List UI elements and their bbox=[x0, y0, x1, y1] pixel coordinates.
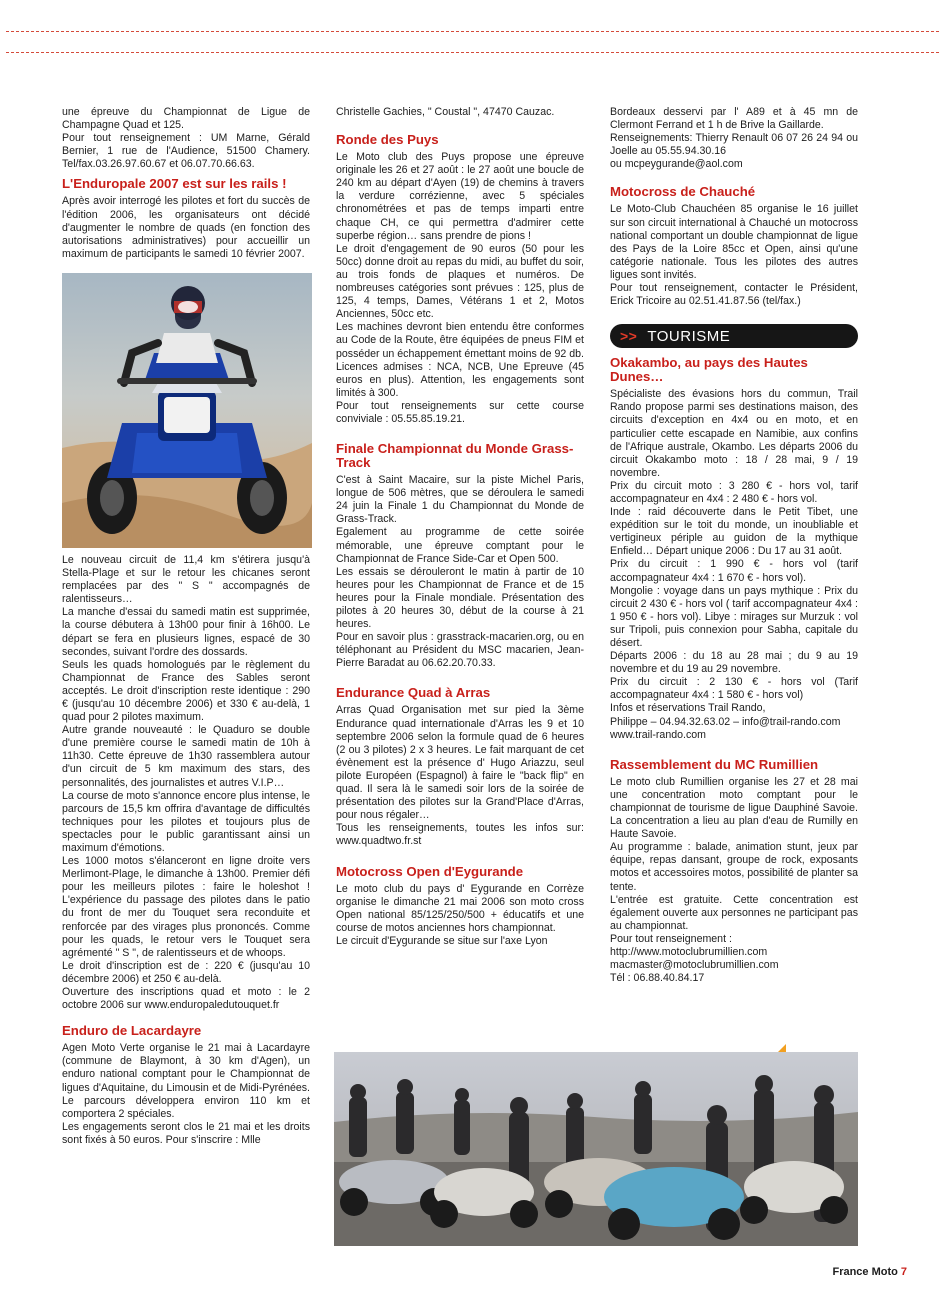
paragraph: Le Moto-Club Chauchéen 85 organise le 16 juillet sur son circuit international à Chauché un motocross national comportant un double championnat de ligue des Pays de la Loire 85cc et Open, ainsi qu'une catégorie nationale. Tous les pilotes des autres ligues sont invités. bbox=[610, 203, 858, 281]
paragraph: Autre grande nouveauté : le Quaduro se double d'une première course le samedi matin de 10h à 11h30. Cette épreuve de 1h30 rassemblera autour d'un circuit de 5 km maximum des stars, des personnalités, des journalistes et autres V.I.P… bbox=[62, 724, 310, 789]
heading-eygurande: Motocross Open d'Eygurande bbox=[336, 863, 524, 879]
paragraph: La manche d'essai du samedi matin est supprimée, la course débutera à 13h00 pour finir à 16h00. Le départ se fera en plusieurs lignes, espacé de 30 secondes, suivant l'ordre des dossards. bbox=[62, 606, 310, 658]
paragraph: une épreuve du Championnat de Ligue de Champagne Quad et 125. bbox=[62, 106, 310, 132]
paragraph: Bordeaux desservi par l' A89 et à 45 mn de Clermont Ferrand et 1 h de Brive la Gaillarde. bbox=[610, 106, 858, 132]
quad-illustration bbox=[62, 273, 312, 548]
paragraph: Les machines devront bien entendu être conformes au Code de la Route, être équipées de pneus FIM et posséder un échappement émettant moins de 92 db. bbox=[336, 321, 584, 360]
gathering-illustration bbox=[334, 1052, 858, 1246]
heading-enduropale: L'Enduropale 2007 est sur les rails ! bbox=[62, 176, 287, 192]
paragraph: Le moto club Rumillien organise les 27 et 28 mai une concentration moto comptant pour le championnat de tourisme de ligue Dauphiné Savoie. La concentration a lieu au plan d'eau de Rumilly en Haute Savoie. bbox=[610, 775, 858, 841]
paragraph: www.trail-rando.com bbox=[610, 728, 706, 741]
paragraph: http://www.motoclubrumillien.com bbox=[610, 945, 768, 958]
paragraph: Pour en savoir plus : grasstrack-macarien.org, ou en téléphonant au Président du MSC macarien, Jean-Pierre Baradat au 06.62.20.70.33. bbox=[336, 631, 584, 670]
paragraph: Le moto club du pays d' Eygurande en Corrèze organise le dimanche 21 mai 2006 son moto cross Open national 85/125/250/500 + éducatifs et une course de motos anciennes hors championnat. bbox=[336, 882, 584, 934]
paragraph: Départs 2006 : du 18 au 28 mai ; du 9 au 19 novembre et du 19 au 29 novembre. bbox=[610, 650, 858, 676]
paragraph: Tous les renseignements, toutes les infos sur: www.quadtwo.fr.st bbox=[336, 822, 584, 848]
column-1 bbox=[62, 106, 310, 1147]
paragraph: Les engagements seront clos le 21 mai et les droits sont fixés à 50 euros. Pour s'inscrire : Mlle bbox=[62, 1120, 310, 1146]
paragraph: Spécialiste des évasions hors du commun, Trail Rando propose parmi ses destinations maison, des circuits d'exception en 4x4 ou en moto, et en particulier cette escapade en Namibie, aux confins de l'Afrique australe, Okambo. Les départs 2006 du circuit Okakambo moto : 18 / 28 mai, 9 / 19 novembre. bbox=[610, 388, 858, 479]
magazine-name: France Moto bbox=[832, 1266, 898, 1278]
col1-body bbox=[62, 554, 310, 1012]
paragraph: Seuls les quads homologués par le règlement du Championnat de France des Sables seront acceptés. Le droit d'inscription reste identique : 290 € (jusqu'au 10 décembre 2006) et 330 € au-delà, 1 quad pour 2 pilotes maximum. bbox=[62, 658, 310, 724]
badge-label: TOURISME bbox=[647, 327, 731, 345]
paragraph: L'entrée est gratuite. Cette concentration est également ouverte aux personnes ne participant pas au championnat. bbox=[610, 893, 858, 932]
column-2 bbox=[336, 106, 584, 948]
paragraph: Agen Moto Verte organise le 21 mai à Lacardayre (commune de Blaymont, à 30 km d'Agen), un enduro national comptant pour le Championnat de ligues d'Aquitaine, du Limousin et de Midi-Pyrénées. Le parcours développera environ 110 km et comportera 2 spéciales. bbox=[62, 1042, 310, 1120]
paragraph: Egalement au programme de cette soirée mémorable, une épreuve comptant pour le Championnat de France Side-Car et Open 500. bbox=[336, 526, 584, 565]
motorcycle-gathering-photo bbox=[334, 1052, 858, 1246]
paragraph: Inde : raid découverte dans le Petit Tibet, une expédition sur le toit du monde, un inoubliable et vertigineux périple au guidon de la mythique Enfield… Départ unique 2006 : Du 17 au 31 août. bbox=[610, 506, 858, 558]
col1-intro bbox=[62, 106, 310, 171]
paragraph: Renseignements: Thierry Renault 06 07 26 24 94 ou Joelle au 05.55.94.30.16 bbox=[610, 132, 858, 158]
paragraph: Le nouveau circuit de 11,4 km s'étirera jusqu'à Stella-Plage et sur le retour les chicanes seront remplacées par des " S " accompagnés de ralentisseurs… bbox=[62, 553, 310, 606]
heading-lacardayre: Enduro de Lacardayre bbox=[62, 1023, 202, 1039]
paragraph: Pour tout renseignements sur cette course conviviale : 05.55.85.19.21. bbox=[336, 399, 584, 425]
paragraph: Le droit d'inscription est de : 220 € (jusqu'au 10 décembre 2006) et 250 € au-delà. bbox=[62, 959, 310, 985]
page-footer bbox=[832, 1266, 907, 1278]
paragraph: Philippe – 04.94.32.63.02 – info@trail-rando.com bbox=[610, 715, 841, 728]
paragraph: Licences admises : NCA, NCB, Une Epreuve (45 euros en plus). Attention, les engagements sont limités à 300. bbox=[336, 360, 584, 399]
heading-chauche: Motocross de Chauché bbox=[610, 184, 756, 200]
heading-grass-track: Finale Championnat du Monde Grass-Track bbox=[336, 441, 574, 471]
paragraph: C'est à Saint Macaire, sur la piste Michel Paris, longue de 506 mètres, que se déroulera le samedi 24 juin la Finale 1 du Championnat du Monde de Grass-Track. bbox=[336, 474, 584, 526]
paragraph: Prix du circuit moto : 3 280 € - hors vol, tarif accompagnateur en 4x4 : 2 480 € - hors vol. bbox=[610, 479, 858, 505]
paragraph: Les essais se dérouleront le matin à partir de 10 heures pour les Championnat de France et de 15 heures pour la Finale mondiale. Présentation des pilotes à 20 heures 30, début de la course à 21 heures. bbox=[336, 565, 584, 631]
top-dashed-line bbox=[6, 31, 939, 32]
page-number: 7 bbox=[900, 1266, 907, 1278]
paragraph: Prix du circuit : 1 990 € - hors vol (tarif accompagnateur 4x4 : 1 670 € - hors vol). bbox=[610, 558, 858, 584]
paragraph: ou mcpeygurande@aol.com bbox=[610, 158, 743, 171]
paragraph: Ouverture des inscriptions quad et moto : le 2 octobre 2006 sur www.enduropaledutouquet.fr bbox=[62, 986, 310, 1012]
top-dashed-line-2 bbox=[6, 52, 939, 53]
paragraph: Pour tout renseignement, contacter le Président, Erick Tricoire au 02.51.41.87.56 (tel/fax.) bbox=[610, 282, 858, 308]
paragraph: Pour tout renseignement : UM Marne, Gérald Bernier, 1 rue de l'Audience, 51500 Chamery. Tel/fax.03.26.97.60.67 et 06.07.70.66.63. bbox=[62, 132, 310, 171]
paragraph: Les 1000 motos s'élanceront en ligne droite vers Merlimont-Plage, le dimanche à 13h00. Premier défi pour les meilleurs pilotes : faire le holeshot ! L'expérience du passage des pilotes dans le patio du front de mer du Touquet sera reconduite et renforcée par des virages plus prononcés. Comme pour les quads, le retour vers le Touquet sera agrémenté " S ", de ralentisseurs et de whoops. bbox=[62, 855, 310, 959]
heading-endurance-arras: Endurance Quad à Arras bbox=[336, 685, 491, 701]
column-3 bbox=[610, 106, 858, 985]
paragraph: Au programme : balade, animation stunt, jeux par équipe, repas dansant, groupe de rock, exposants motos et accessoires motos, possibilité de planter sa tente. bbox=[610, 841, 858, 893]
paragraph: Pour tout renseignement : bbox=[610, 932, 732, 945]
paragraph: Après avoir interrogé les pilotes et fort du succès de l'édition 2006, les organisateurs ont décidé d'augmenter le nombre de quads (en fonction des autorisations administratives) pour accueillir un maximum de participants le samedi 10 février 2007. bbox=[62, 195, 310, 260]
paragraph: macmaster@motoclubrumillien.com bbox=[610, 959, 779, 972]
paragraph: Le circuit d'Eygurande se situe sur l'axe Lyon bbox=[336, 934, 548, 947]
paragraph: Le droit d'engagement de 90 euros (50 pour les 50cc) donne droit au repas du midi, au buffet du soir, au trois fonds de plaques et numéros. De nombreuses catégories sont prévues : 125, plus de 125, 4 temps, Dames, Vétérans 1 et 2, Motos Anciennes, 50cc etc. bbox=[336, 242, 584, 321]
heading-ronde-des-puys: Ronde des Puys bbox=[336, 132, 439, 148]
heading-okakambo: Okakambo, au pays des Hautes Dunes… bbox=[610, 355, 808, 385]
tourisme-section-badge bbox=[610, 324, 858, 348]
quad-rider-photo bbox=[62, 273, 312, 548]
paragraph: Christelle Gachies, " Coustal ", 47470 Cauzac. bbox=[336, 106, 555, 118]
paragraph: La course de moto s'annonce encore plus intense, le parcours de 15,5 km offrira d'avantage de difficultés techniques pour les pilotes et toujours plus de spectacles pour le public garantissant ainsi un maximum d'émotions. bbox=[62, 789, 310, 854]
paragraph: Infos et réservations Trail Rando, bbox=[610, 702, 766, 715]
paragraph: Prix du circuit : 2 130 € - hors vol (Tarif accompagnateur 4x4 : 1 580 € - hors vol) bbox=[610, 676, 858, 702]
paragraph: Mongolie : voyage dans un pays mythique : Prix du circuit 2 430 € - hors vol ( tarif accompagnateur 4x4 : 1 950 € - hors vol). Libye : mirages sur Murzuk : vol sur Tripoli, puis connexion pour Sabha, capitale du désert. bbox=[610, 584, 858, 649]
paragraph: Le Moto club des Puys propose une épreuve originale les 26 et 27 août : le 27 août une boucle de 240 km au départ d'Ayen (19) de chemins à travers la verdure corrézienne, avec 5 spéciales chronométrées et pas de temps imparti entre chaque CH, ce qui permettra d'admirer cette superbe région… sans prendre de pions ! bbox=[336, 151, 584, 242]
paragraph: Tél : 06.88.40.84.17 bbox=[610, 972, 705, 985]
paragraph: Arras Quad Organisation met sur pied la 3ème Endurance quad internationale d'Arras les 9 et 10 septembre 2006 selon la formule quad de 6 heures (2 ou 3 pilotes) 2 x 3 heures. Le fait marquant de cet évènement est la présence d' Hugo Ariazzu, seul pilote Européen (Espagnol) à faire le "back flip" en quad. Il sera là le samedi soir lors de la soirée de présentation des pilotes sur la Grand'Place d'Arras, pour nous régaler… bbox=[336, 704, 584, 822]
double-chevron-icon: >> bbox=[620, 327, 638, 344]
heading-rumillien: Rassemblement du MC Rumillien bbox=[610, 756, 819, 772]
